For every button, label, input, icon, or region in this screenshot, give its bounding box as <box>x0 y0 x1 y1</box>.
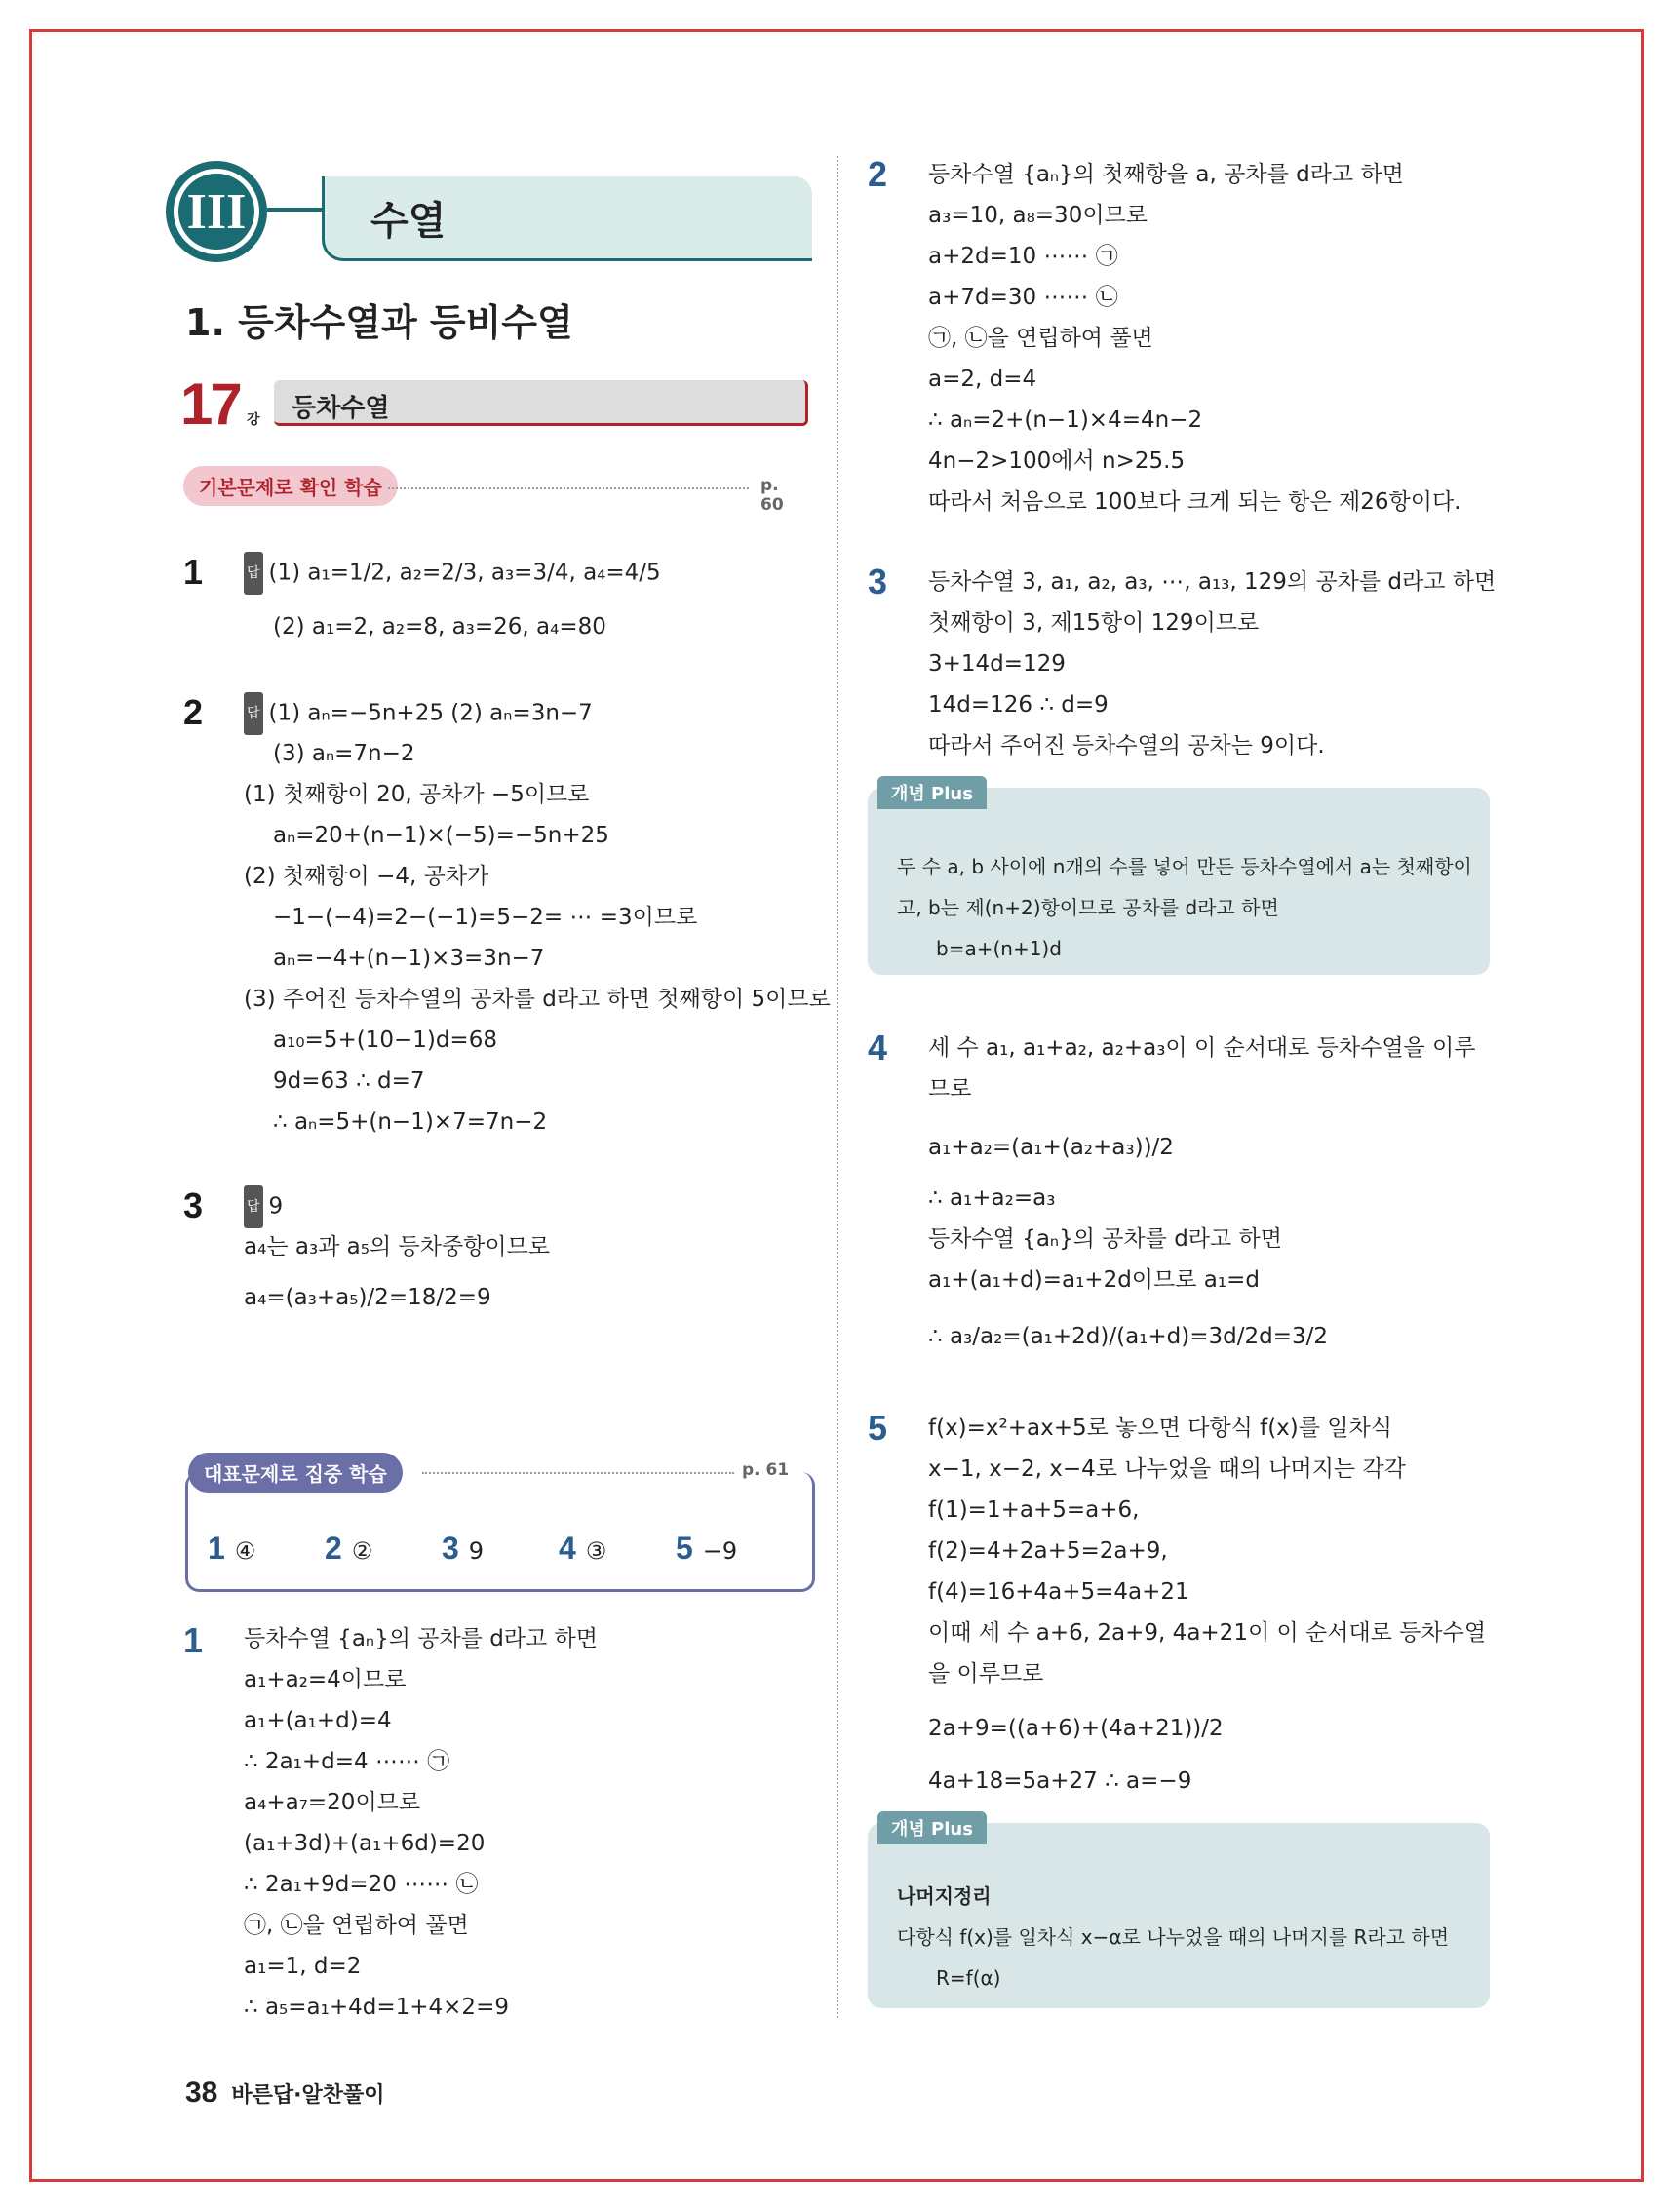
focus-answer-number: 3 <box>442 1531 459 1566</box>
focus-q2-number: 2 <box>868 154 888 194</box>
focus-q2-line: 따라서 처음으로 100보다 크게 되는 항은 제26항이다. <box>928 489 1461 515</box>
unit-connector <box>267 208 322 212</box>
focus-q3-line: 3+14d=129 <box>928 651 1066 677</box>
focus-q3-line: 14d=126 ∴ d=9 <box>928 692 1109 718</box>
column-divider <box>837 156 838 2018</box>
concept-plus-line: b=a+(n+1)d <box>936 937 1062 960</box>
focus-q3-number: 3 <box>868 562 888 602</box>
focus-q5-line: 을 이루므로 <box>928 1661 1044 1687</box>
answer-mark: 답 <box>244 1185 263 1228</box>
basic-section-header <box>183 466 807 515</box>
focus-answer-value: 9 <box>468 1537 485 1565</box>
focus-q2-line: 등차수열 {aₙ}의 첫째항을 a, 공차를 d라고 하면 <box>928 162 1404 187</box>
focus-q2-line: 4n−2>100에서 n>25.5 <box>928 448 1186 474</box>
focus-q5-line: x−1, x−2, x−4로 나누었을 때의 나머지는 각각 <box>928 1456 1406 1482</box>
dotted-rule <box>388 487 749 489</box>
focus-q5-line: f(4)=16+4a+5=4a+21 <box>928 1579 1189 1605</box>
basic-page-ref: p. 60 <box>760 476 784 515</box>
concept-plus-tag: 개념 Plus <box>877 776 987 809</box>
focus-q5-number: 5 <box>868 1408 888 1448</box>
unit-badge <box>166 161 267 262</box>
focus-q1-line: ∴ 2a₁+9d=20 ⋯⋯ ㉡ <box>244 1872 479 1897</box>
answer-mark: 답 <box>244 552 263 595</box>
basic-q2-line: aₙ=−4+(n−1)×3=3n−7 <box>273 946 545 971</box>
lesson-suffix: 강 <box>247 412 260 428</box>
focus-q4-line: ∴ a₃/a₂=(a₁+2d)/(a₁+d)=3d/2d=3/2 <box>928 1324 1329 1349</box>
focus-section-label: 대표문제로 집중 학습 <box>188 1453 403 1493</box>
basic-q2-line: ∴ aₙ=5+(n−1)×7=7n−2 <box>273 1109 548 1135</box>
basic-q2-line: a₁₀=5+(10−1)d=68 <box>273 1028 497 1053</box>
basic-q2-line: (2) 첫째항이 −4, 공차가 <box>244 864 489 889</box>
basic-q3-number: 3 <box>183 1185 204 1225</box>
focus-q3-line: 첫째항이 3, 제15항이 129이므로 <box>928 610 1260 636</box>
focus-answer-value: ④ <box>234 1537 256 1565</box>
focus-answer-value: ③ <box>585 1537 607 1565</box>
focus-q3-line: 등차수열 3, a₁, a₂, a₃, ⋯, a₁₃, 129의 공차를 d라고 하면 <box>928 569 1497 595</box>
focus-q4-line: 세 수 a₁, a₁+a₂, a₂+a₃이 이 순서대로 등차수열을 이루 <box>928 1035 1476 1061</box>
focus-answer-item <box>559 1531 676 1567</box>
basic-q3-line: a₄=(a₃+a₅)/2=18/2=9 <box>244 1285 491 1310</box>
focus-q1-number: 1 <box>183 1620 204 1660</box>
focus-q1-line: ∴ 2a₁+d=4 ⋯⋯ ㉠ <box>244 1749 450 1774</box>
basic-q3-answer <box>244 1185 283 1228</box>
basic-q2-answer <box>244 692 593 735</box>
concept-plus-line: 고, b는 제(n+2)항이므로 공차를 d라고 하면 <box>897 896 1279 919</box>
focus-q5-line: 이때 세 수 a+6, 2a+9, 4a+21이 이 순서대로 등차수열 <box>928 1620 1487 1646</box>
concept-plus-box <box>868 784 1490 975</box>
dotted-rule <box>422 1472 734 1474</box>
basic-q2-line: aₙ=20+(n−1)×(−5)=−5n+25 <box>273 823 609 848</box>
focus-answer-item <box>442 1531 559 1567</box>
concept-plus-line: R=f(α) <box>936 1966 1001 1990</box>
focus-answer-item <box>325 1531 442 1567</box>
focus-q4-line: 므로 <box>928 1076 972 1102</box>
focus-q4-line: a₁+a₂=(a₁+(a₂+a₃))/2 <box>928 1135 1174 1160</box>
focus-answer-number: 5 <box>676 1531 693 1566</box>
basic-q2-line: (1) aₙ=−5n+25 (2) aₙ=3n−7 <box>268 700 593 726</box>
basic-q1-answer <box>244 552 661 595</box>
unit-header <box>166 161 809 268</box>
page-number: 38 <box>185 2076 218 2109</box>
focus-q1-line: (a₁+3d)+(a₁+6d)=20 <box>244 1831 486 1856</box>
focus-answer-number: 1 <box>208 1531 225 1566</box>
focus-q2-line: ㉠, ㉡을 연립하여 풀면 <box>928 326 1153 351</box>
basic-section-label: 기본문제로 확인 학습 <box>183 466 398 506</box>
concept-plus-tag: 개념 Plus <box>877 1811 987 1844</box>
page-footer <box>185 2076 385 2110</box>
basic-q1-line: (2) a₁=2, a₂=8, a₃=26, a₄=80 <box>273 614 606 640</box>
focus-answer-number: 2 <box>325 1531 342 1566</box>
concept-plus-heading: 나머지정리 <box>897 1884 992 1908</box>
footer-label: 바른답·알찬풀이 <box>231 2083 385 2108</box>
focus-q2-line: a+2d=10 ⋯⋯ ㉠ <box>928 244 1118 269</box>
unit-numeral: III <box>174 169 259 254</box>
focus-answer-number: 4 <box>559 1531 576 1566</box>
focus-page-ref: p. 61 <box>742 1460 790 1480</box>
focus-q1-line: ∴ a₅=a₁+4d=1+4×2=9 <box>244 1995 509 2020</box>
focus-answer-value: ② <box>351 1537 373 1565</box>
concept-plus-box <box>868 1819 1490 2008</box>
focus-answer-item <box>676 1531 793 1567</box>
focus-q4-line: ∴ a₁+a₂=a₃ <box>928 1185 1056 1211</box>
focus-q2-line: ∴ aₙ=2+(n−1)×4=4n−2 <box>928 407 1203 433</box>
focus-q4-line: a₁+(a₁+d)=a₁+2d이므로 a₁=d <box>928 1267 1260 1293</box>
focus-q3-line: 따라서 주어진 등차수열의 공차는 9이다. <box>928 733 1325 758</box>
basic-q2-number: 2 <box>183 692 204 732</box>
basic-q2-line: (3) 주어진 등차수열의 공차를 d라고 하면 첫째항이 5이므로 <box>244 987 831 1012</box>
unit-title: 수열 <box>370 199 447 244</box>
focus-q5-line: f(1)=1+a+5=a+6, <box>928 1497 1140 1523</box>
focus-q2-line: a=2, d=4 <box>928 367 1037 392</box>
chapter-title: 1. 등차수열과 등비수열 <box>185 301 573 344</box>
focus-answer-value: −9 <box>702 1537 738 1565</box>
focus-q2-line: a+7d=30 ⋯⋯ ㉡ <box>928 285 1118 310</box>
focus-answer-list <box>208 1531 812 1567</box>
basic-q2-line: (1) 첫째항이 20, 공차가 −5이므로 <box>244 782 590 807</box>
basic-q2-line: 9d=63 ∴ d=7 <box>273 1068 425 1094</box>
focus-q1-line: ㉠, ㉡을 연립하여 풀면 <box>244 1913 469 1938</box>
basic-q3-line: 9 <box>268 1193 284 1220</box>
lesson-header <box>180 370 809 437</box>
focus-q4-number: 4 <box>868 1028 888 1067</box>
focus-q1-line: 등차수열 {aₙ}의 공차를 d라고 하면 <box>244 1626 598 1651</box>
lesson-number: 17 <box>180 371 240 437</box>
focus-q4-line: 등차수열 {aₙ}의 공차를 d라고 하면 <box>928 1226 1282 1252</box>
lesson-title: 등차수열 <box>292 394 390 423</box>
concept-plus-line: 다항식 f(x)를 일차식 x−α로 나누었을 때의 나머지를 R라고 하면 <box>897 1925 1450 1949</box>
focus-q1-line: a₁=1, d=2 <box>244 1954 362 1979</box>
answer-mark: 답 <box>244 692 263 735</box>
focus-q5-line: f(2)=4+2a+5=2a+9, <box>928 1538 1168 1564</box>
focus-q1-line: a₄+a₇=20이므로 <box>244 1790 421 1815</box>
focus-q5-line: f(x)=x²+ax+5로 놓으면 다항식 f(x)를 일차식 <box>928 1416 1392 1441</box>
basic-q3-line: a₄는 a₃과 a₅의 등차중항이므로 <box>244 1234 551 1260</box>
focus-q5-line: 4a+18=5a+27 ∴ a=−9 <box>928 1768 1192 1794</box>
focus-answers-box <box>185 1460 815 1592</box>
focus-q1-line: a₁+(a₁+d)=4 <box>244 1708 392 1733</box>
basic-q2-line: (3) aₙ=7n−2 <box>273 741 415 766</box>
basic-q1-line: (1) a₁=1/2, a₂=2/3, a₃=3/4, a₄=4/5 <box>268 560 661 586</box>
focus-q2-line: a₃=10, a₈=30이므로 <box>928 203 1148 228</box>
focus-answer-item <box>208 1531 325 1567</box>
basic-q2-line: −1−(−4)=2−(−1)=5−2= ⋯ =3이므로 <box>273 905 698 930</box>
basic-q1-number: 1 <box>183 552 204 592</box>
focus-q5-line: 2a+9=((a+6)+(4a+21))/2 <box>928 1716 1224 1741</box>
concept-plus-line: 두 수 a, b 사이에 n개의 수를 넣어 만든 등차수열에서 a는 첫째항이 <box>897 855 1472 878</box>
focus-q1-line: a₁+a₂=4이므로 <box>244 1667 407 1692</box>
